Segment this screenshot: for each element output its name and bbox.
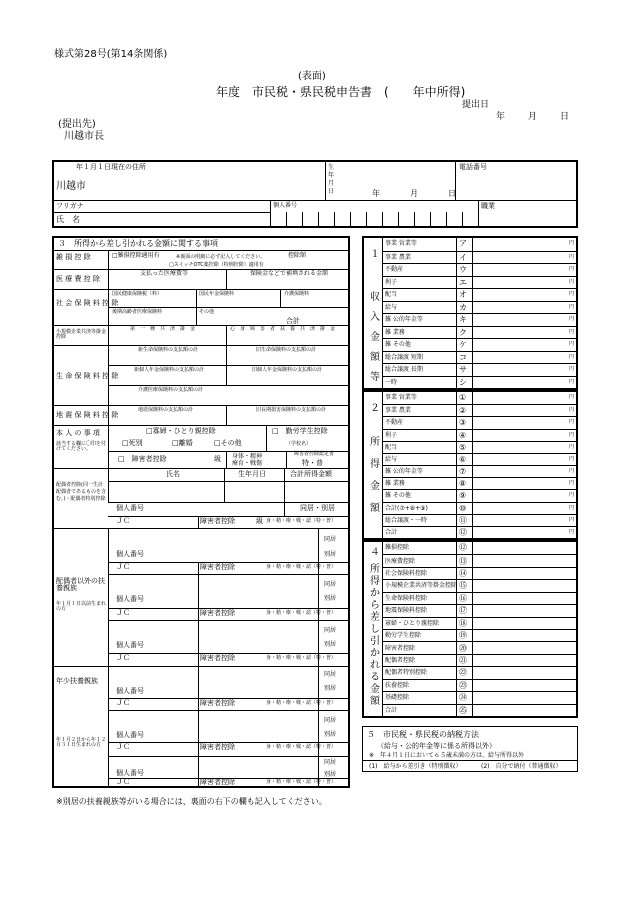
income2-label: 配当: [385, 443, 398, 451]
r16-old-pension: 旧個人年金保険料の支払額の計: [252, 367, 323, 373]
r14-care: 介護保険料: [284, 291, 310, 297]
income2-row: [382, 392, 576, 404]
income-yen: 円: [568, 291, 574, 297]
mynumber-label: 個人番号: [273, 202, 298, 209]
income2-section: [362, 390, 578, 540]
minor1-types: 身・精・療・戦・認（特・普）: [266, 700, 337, 706]
deduct4-marker: ㉔: [459, 693, 467, 703]
r14-nhi: 国民健康保険税（料）: [112, 291, 163, 297]
r16-new-pension: 新個人年金保険料の支払額の計: [134, 367, 205, 373]
deduct4-label: 基礎控除: [385, 694, 410, 702]
income2-label: 利子: [385, 431, 398, 439]
income-yen: 円: [568, 278, 574, 285]
dep1-sep[interactable]: 別居: [324, 551, 337, 558]
income-label: 総合譲渡 長期: [385, 366, 423, 374]
income2-marker: ⑨: [459, 491, 467, 501]
income2-yen: 円: [568, 492, 574, 499]
r13-ins-label: 保険金などで補填される金額: [250, 270, 329, 277]
dep1-mynumber: 個人番号: [116, 550, 144, 558]
minor2-jc: ＪＣ: [116, 743, 130, 751]
sec2-num: ２: [370, 403, 380, 414]
deduct4-row: [382, 567, 576, 579]
r18-label: 本 人 の 事 項: [56, 429, 100, 437]
income2-label: 事業 農業: [385, 407, 411, 415]
income-label: 雑 公的年金等: [385, 316, 423, 324]
income2-row: [382, 489, 576, 501]
minor3-jc: ＪＣ: [116, 778, 130, 786]
minor1-same[interactable]: 同居: [324, 671, 337, 678]
dep1-jc: ＪＣ: [116, 563, 130, 571]
income2-row: [382, 514, 576, 526]
income-marker: イ: [459, 252, 467, 262]
deduct4-label: 障害者控除: [385, 644, 416, 652]
tax-sub: （給与・公的年金等に係る所得以外）: [377, 742, 496, 750]
widow-checkbox[interactable]: □寡婦・ひとり親控除: [146, 427, 216, 435]
deduct4-marker: ⑳: [459, 643, 467, 653]
income2-marker: ①: [459, 393, 467, 403]
income-marker: ア: [459, 239, 467, 249]
deduct4-row: [382, 592, 576, 604]
income2-yen: 円: [568, 431, 574, 438]
deduct-total-section: [362, 540, 578, 718]
income-yen: 円: [568, 316, 574, 322]
spouse-types: 身・精・療・戦・認（特・普）: [266, 518, 337, 524]
personal-info-box: [52, 160, 578, 228]
income-label: 雑 その他: [385, 341, 411, 349]
income2-label: 総合譲渡・一時: [385, 516, 428, 524]
income-yen: 円: [568, 253, 574, 260]
dep1-disab: 障害者控除: [200, 563, 235, 571]
deduct4-label: 配偶者特別控除: [385, 669, 428, 677]
income-yen: 円: [568, 378, 574, 385]
minor2-mynumber: 個人番号: [116, 731, 144, 739]
deduct4-label: 合計: [385, 706, 398, 714]
deduct4-row: [382, 554, 576, 566]
spouse-mynumber: 個人番号: [116, 504, 144, 512]
spouse-together[interactable]: 同居・別居: [300, 504, 335, 512]
form-side: (表面): [298, 71, 326, 82]
deduct4-label: 雑損控除: [385, 544, 410, 552]
name-label: 氏 名: [56, 215, 80, 224]
r17-label: 地 震 保 険 料 控 除: [56, 411, 119, 419]
spouse-label: 配偶者控除(同一生計配偶者であるものを含む。)・配偶者特別控除: [56, 482, 107, 502]
income-label: 事業 営業等: [385, 240, 417, 248]
birth-month: 月: [410, 189, 418, 198]
income-marker: ウ: [459, 265, 467, 275]
income2-yen: 円: [568, 407, 574, 414]
deduct4-label: 小規模企業共済等掛金控除: [385, 582, 458, 590]
student-checkbox[interactable]: □ 勤労学生控除: [272, 427, 328, 435]
income-marker: コ: [459, 352, 467, 362]
minor3-mynumber: 個人番号: [116, 769, 144, 777]
birth-day: 日: [448, 189, 456, 198]
income2-yen: 円: [568, 516, 574, 523]
income2-marker: ④: [459, 430, 467, 440]
deduct4-marker: ㉒: [459, 668, 467, 678]
submit-date-label: 提出日: [462, 100, 490, 110]
income-row: [382, 301, 576, 314]
income-yen: 円: [568, 240, 574, 246]
minor-note: 年１月２日から年１２月３１日生まれの方: [56, 737, 107, 748]
income2-label: 雑 その他: [385, 492, 411, 500]
income-row: [382, 363, 576, 376]
income-value-field[interactable]: [473, 238, 576, 251]
income2-label: 合計: [385, 528, 398, 536]
income-label: 総合譲渡 短期: [385, 353, 423, 361]
income-yen: 円: [568, 328, 574, 335]
death-checkbox[interactable]: □死別: [122, 439, 143, 447]
deduct4-marker: ㉓: [459, 680, 467, 690]
minor3-same[interactable]: 同居: [324, 759, 337, 766]
income2-row: [382, 465, 576, 477]
deduct4-label: 勤労学生控除: [385, 632, 422, 640]
deduct4-row: [382, 629, 576, 641]
submit-month: 月: [528, 112, 538, 122]
income-row: [382, 338, 576, 351]
income-marker: ケ: [459, 340, 467, 350]
spouse-disab: 障害者控除: [200, 517, 235, 525]
income2-label: 合計(⑦+⑧+⑨): [385, 504, 428, 512]
submit-year: 年: [496, 112, 506, 122]
disab-cert: 障害者控除認定書: [294, 451, 335, 457]
deduct4-row: [382, 617, 576, 629]
income-row: [382, 251, 576, 264]
income-label: 一時: [385, 378, 398, 386]
deduct4-marker: ⑮: [459, 581, 467, 591]
deduct4-row: [382, 542, 576, 554]
sec4-num: ４: [370, 547, 380, 558]
income2-value-field[interactable]: [473, 392, 576, 404]
r13-label: 医 療 費 控 除: [56, 275, 100, 283]
income2-label: 給与: [385, 455, 398, 463]
r14-elderly: 後期高齢者医療保険料: [112, 309, 163, 315]
deduct4-marker: ⑲: [459, 631, 467, 641]
spouse-name-h: 氏名: [166, 470, 180, 478]
r15-type1: 第 一 種 共 済 掛 金: [130, 326, 196, 332]
income2-row: [382, 416, 576, 428]
income2-row: [382, 526, 576, 538]
minor2-sep[interactable]: 別居: [324, 731, 337, 738]
income2-marker: ⑤: [459, 442, 467, 452]
income2-yen: 円: [568, 394, 574, 400]
minor1-mynumber: 個人番号: [116, 687, 144, 695]
deduct4-marker: ⑭: [459, 569, 467, 579]
deduct4-label: 配偶者控除: [385, 657, 416, 665]
disability-checkbox[interactable]: □ 障害者控除: [118, 455, 167, 463]
disab-types: 身体・精神 療育・戦傷: [232, 453, 263, 467]
deduct4-marker: ⑫: [459, 543, 467, 553]
dep3-types: 身・精・療・戦・認（特・普）: [266, 655, 337, 661]
deduct4-row: [382, 641, 576, 653]
spouse-birth-h: 生年月日: [238, 470, 266, 478]
income2-value-field[interactable]: [473, 527, 576, 539]
deduct4-row: [382, 666, 576, 678]
income-marker: オ: [459, 290, 467, 300]
r12-note: ※裏面の明細に必ず記入してください。: [176, 254, 266, 260]
income2-marker: ⑫: [459, 527, 467, 537]
income2-row: [382, 502, 576, 514]
divorce-checkbox[interactable]: □離婚: [172, 439, 193, 447]
dependents-label: 配偶者以外の扶養親族: [56, 577, 105, 592]
deduct4-value-field[interactable]: [473, 542, 576, 554]
deduct4-row: [382, 679, 576, 691]
deduct4-value-field[interactable]: [473, 705, 576, 717]
furigana-label: フリガナ: [56, 202, 84, 210]
income2-marker: ⑩: [459, 503, 467, 513]
sec2-label: 所得金額: [370, 437, 380, 514]
income2-label: 雑 業務: [385, 480, 405, 488]
deduct4-marker: ⑯: [459, 593, 467, 603]
tax-method-section: [362, 726, 578, 772]
section3-title: ３ 所得から差し引かれる金額に関する事項: [58, 239, 218, 248]
income2-yen: 円: [568, 419, 574, 426]
income2-marker: ⑪: [459, 515, 467, 525]
tax-option-normal[interactable]: (2) 自分で納付（普通徴収）: [481, 763, 562, 770]
disab-kinds: 特・普: [302, 459, 323, 467]
deduct4-label: 扶養控除: [385, 681, 410, 689]
income-label: 給与: [385, 303, 398, 311]
income-marker: シ: [459, 377, 467, 387]
dep2-same[interactable]: 同居: [324, 581, 337, 588]
r12-option[interactable]: □雑損控除適用有: [112, 252, 160, 259]
income2-yen: 円: [568, 443, 574, 450]
minor1-disab: 障害者控除: [200, 699, 235, 707]
deduct4-rows: [382, 542, 576, 716]
r13-paid-label: 支払った医療費等: [140, 270, 189, 277]
job-label: 職業: [481, 202, 495, 210]
deduct4-label: 寡婦・ひとり親控除: [385, 619, 440, 627]
income-row: [382, 326, 576, 339]
footnote: ※別居の扶養親族等がいる場合には、裏面の右下の欄も記入してください。: [56, 797, 327, 806]
income2-row: [382, 429, 576, 441]
dep2-types: 身・精・療・戦・認（特・普）: [266, 610, 337, 616]
address-label: 年１月１日現在の住所: [76, 163, 146, 171]
submit-to: 川越市長: [64, 131, 104, 142]
deduct4-label: 社会保険料控除: [385, 570, 428, 578]
deduct4-label: 地震保険料控除: [385, 607, 428, 615]
deduct4-marker: ㉑: [459, 656, 467, 666]
r18-note: 該当する欄に〇印を付けてください。: [56, 441, 107, 452]
minor-label: 年少扶養親族: [56, 677, 98, 685]
r15-label: 小規模企業共済等掛金控除: [56, 329, 107, 340]
dep3-same[interactable]: 同居: [324, 627, 337, 634]
income-yen: 円: [568, 341, 574, 347]
dep2-mynumber: 個人番号: [116, 595, 144, 603]
income-row: [382, 238, 576, 251]
tax-note: ※ 年４月１日において６５歳未満の方は、給与所得以外: [369, 752, 525, 759]
income2-label: 不動産: [385, 419, 404, 427]
dep3-jc: ＪＣ: [116, 654, 130, 662]
income2-yen: 円: [568, 455, 574, 462]
income-label: 不動産: [385, 266, 404, 274]
r12-otc[interactable]: □スイッチOTC薬控除（特例控除）適用有: [169, 262, 264, 268]
r14-total: 合計: [286, 317, 300, 325]
deduct4-marker: ㉕: [459, 705, 467, 715]
income-yen: 円: [568, 366, 574, 372]
income-yen: 円: [568, 266, 574, 272]
income-rows: [382, 238, 576, 388]
deduct4-row: [382, 579, 576, 591]
r14-pension: 国民年金保険料: [199, 291, 235, 297]
dep1-same[interactable]: 同居: [324, 536, 337, 543]
dependents-note: 年１月１日以前生まれの方: [56, 601, 107, 612]
income-marker: サ: [459, 365, 467, 375]
spouse-grade: 級: [256, 517, 263, 525]
income-yen: 円: [568, 303, 574, 310]
income-label: 事業 農業: [385, 253, 411, 261]
r15-disab: 心 身 障 害 者 扶 養 共 済 掛 金: [230, 326, 336, 332]
dep2-jc: ＪＣ: [116, 609, 130, 617]
income2-label: 事業 営業等: [385, 394, 417, 402]
sec1-num: １: [370, 249, 380, 260]
deduct4-label: 医療費控除: [385, 557, 416, 565]
income-marker: エ: [459, 277, 467, 287]
minor3-sep[interactable]: 別居: [324, 771, 337, 778]
income-row: [382, 351, 576, 364]
phone-label: 電話番号: [459, 163, 487, 171]
dep1-types: 身・精・療・戦・認（特・普）: [266, 564, 337, 570]
income2-row: [382, 477, 576, 489]
dep3-sep[interactable]: 別居: [324, 641, 337, 648]
page-title: 年度 市民税・県民税申告書 ( 年中所得): [216, 85, 466, 99]
deduct4-row: [382, 604, 576, 616]
income-row: [382, 313, 576, 326]
income2-marker: ⑦: [459, 467, 467, 477]
submit-day: 日: [560, 112, 570, 122]
income-marker: カ: [459, 302, 467, 312]
income-row: [382, 288, 576, 301]
r16-label: 生 命 保 険 料 控 除: [56, 372, 119, 380]
deduct4-marker: ⑱: [459, 618, 467, 628]
deduct4-marker: ⑬: [459, 556, 467, 566]
spouse-jc: ＪＣ: [116, 517, 130, 525]
income-yen: 円: [568, 353, 574, 360]
income-value-field[interactable]: [473, 377, 576, 390]
dep2-disab: 障害者控除: [200, 609, 235, 617]
income2-rows: [382, 392, 576, 538]
r16-care-med: 介護医療保険料の支払額の計: [138, 387, 204, 393]
income2-marker: ⑧: [459, 479, 467, 489]
tax-title: ５ 市民税・県民税の納税方法: [367, 730, 479, 739]
deduct4-label: 生命保険料控除: [385, 594, 428, 602]
form-number: 様式第28号(第14条関係): [54, 49, 168, 60]
minor2-same[interactable]: 同居: [324, 717, 337, 724]
deduct4-row: [382, 654, 576, 666]
submit-to-label: (提出先): [58, 119, 96, 130]
dep3-disab: 障害者控除: [200, 654, 235, 662]
income2-marker: ⑥: [459, 454, 467, 464]
income2-row: [382, 453, 576, 465]
deduct4-row: [382, 704, 576, 716]
income-section: [362, 236, 578, 390]
school-label: （学校名）: [286, 441, 312, 447]
income-marker: ク: [459, 327, 467, 337]
sec4-label: 所得から差し引かれる金額: [370, 564, 380, 707]
minor1-jc: ＪＣ: [116, 699, 130, 707]
r14-label: 社 会 保 険 料 控 除: [56, 299, 119, 307]
minor3-disab: 障害者控除: [200, 778, 235, 786]
income2-yen: 円: [568, 468, 574, 474]
birth-year: 年: [372, 189, 380, 198]
income-label: 利子: [385, 278, 398, 286]
income2-label: 雑 公的年金等: [385, 468, 423, 476]
r17-long: 旧長期損害保険料の支払額の計: [256, 407, 327, 413]
income-row: [382, 276, 576, 289]
income2-marker: ②: [459, 406, 467, 416]
income2-row: [382, 441, 576, 453]
r14-other: その他: [199, 309, 215, 315]
income-label: 配当: [385, 291, 398, 299]
r12-label: 雑 損 控 除: [56, 253, 91, 261]
minor1-sep[interactable]: 別居: [324, 685, 337, 692]
birth-label: 生年月日: [328, 164, 335, 195]
income-row: [382, 263, 576, 276]
address-field[interactable]: 川越市: [56, 181, 86, 192]
spouse-income-h: 合計所得金額: [290, 470, 332, 478]
deduction-section: [52, 236, 350, 788]
income2-row: [382, 404, 576, 416]
minor2-types: 身・精・療・戦・認（特・普）: [266, 744, 337, 750]
grade-label: 級: [214, 455, 221, 463]
deduct4-row: [382, 691, 576, 703]
income-row: [382, 376, 576, 389]
income2-yen: 円: [568, 528, 574, 535]
r16-new-life: 新生命保険料の支払額の計: [138, 347, 199, 353]
income2-marker: ③: [459, 418, 467, 428]
sec1-label: 収入金額等: [370, 292, 380, 383]
income-marker: キ: [459, 315, 467, 325]
minor3-types: 身・精・療・戦・認（特・普）: [266, 779, 337, 785]
income2-yen: 円: [568, 480, 574, 487]
other-checkbox[interactable]: □その他: [214, 439, 242, 447]
dep2-sep[interactable]: 別居: [324, 595, 337, 602]
tax-option-special[interactable]: (1) 給与から差引き（特別徴収）: [369, 763, 462, 770]
minor2-disab: 障害者控除: [200, 743, 235, 751]
income-label: 雑 業務: [385, 328, 405, 336]
income2-yen: 円: [568, 504, 574, 511]
r17-quake: 地震保険料の支払額の計: [138, 407, 194, 413]
dep3-mynumber: 個人番号: [116, 641, 144, 649]
deduct4-marker: ⑰: [459, 606, 467, 616]
r16-old-life: 旧生命保険料の支払額の計: [256, 347, 317, 353]
r12-amount-label: 控除額: [288, 252, 307, 259]
